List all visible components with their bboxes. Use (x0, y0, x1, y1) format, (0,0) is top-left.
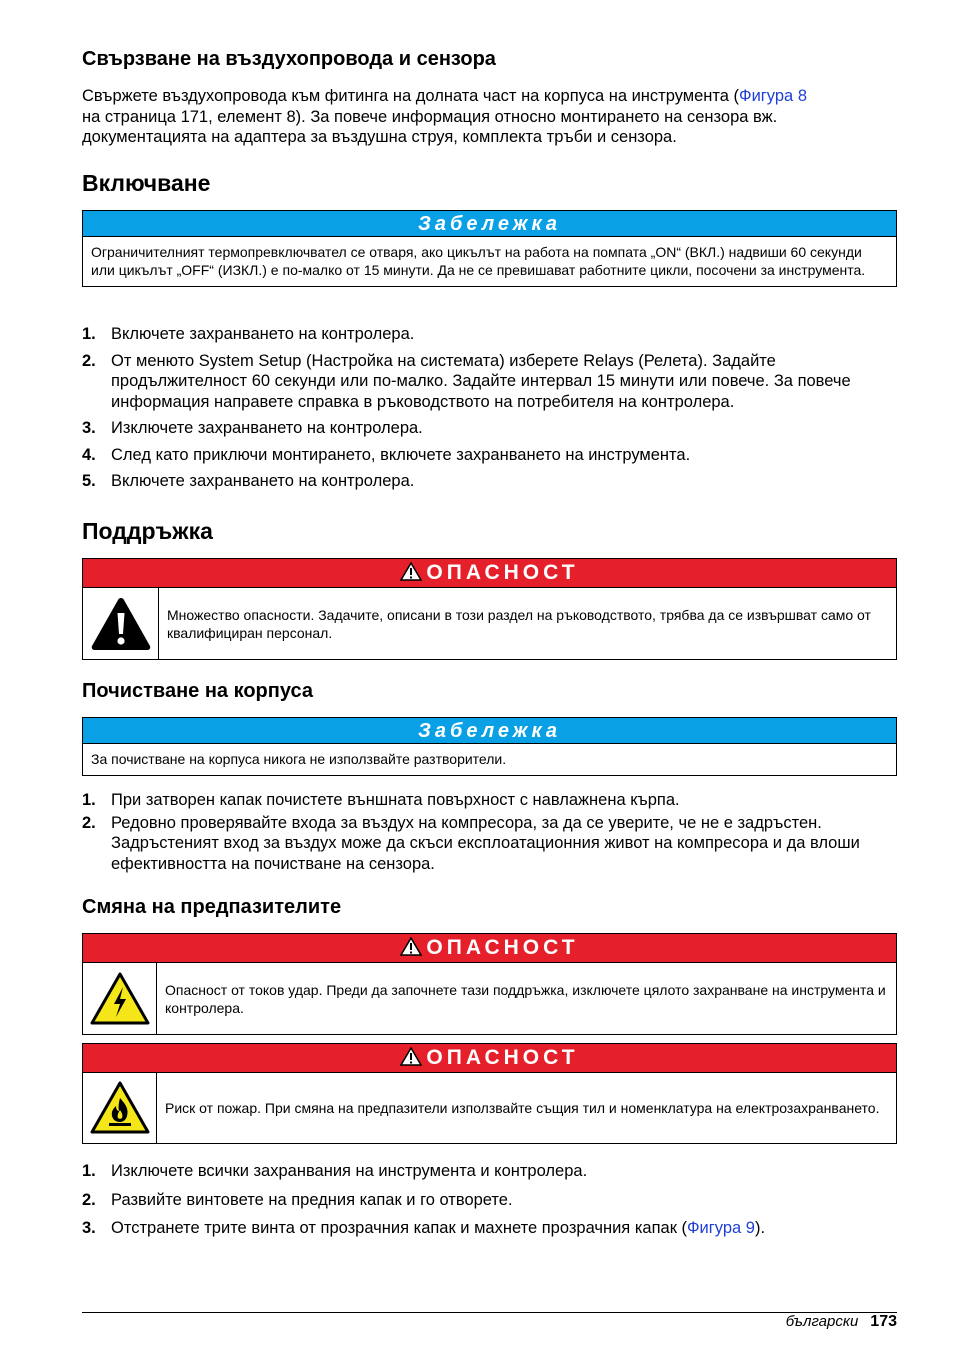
list-item: 4. След като приключи монтирането, включете захранването на инструмента. (82, 445, 691, 464)
page-number: 173 (870, 1313, 897, 1330)
list-item: 1. При затворен капак почистете външната повърхност с навлажнена кърпа. (82, 791, 680, 809)
list-item: 1. Включете захранването на контролера. (82, 325, 415, 343)
heading-clean-enclosure: Почистване на корпуса (82, 680, 313, 702)
page-footer (786, 1312, 897, 1332)
footer-divider (82, 1312, 897, 1313)
notice-box-cleaning (82, 717, 897, 776)
danger-box-maintenance (82, 558, 897, 660)
fire-hazard-icon (89, 1080, 151, 1136)
list-item: 1. Изключете всички захранвания на инструмента и контролера. (82, 1162, 588, 1180)
paragraph-air-line: Свържете въздухопровода към фитинга на долната част на корпуса на инструмента (Фигура 8 на страница 171, елемент 8). За повече информация относно монтирането на сензора вж. документацията на адаптера за въздушна струя, комплекта тръби и сензора. (82, 87, 807, 146)
danger-text: Опасност от токов удар. Преди да започнете тази поддръжка, изключете цялото захранване на инструмента и контролера. (165, 981, 886, 1016)
list-item: 2. Развийте винтовете на предния капак и го отворете. (82, 1190, 513, 1209)
warning-triangle-icon (400, 562, 422, 581)
danger-label: ОПАСНОСТ (426, 936, 579, 959)
danger-box-electrical (82, 933, 897, 1035)
steps-startup (82, 324, 897, 492)
list-item: 3. Отстранете трите винта от прозрачния капак и махнете прозрачния капак (Фигура 9). (82, 1219, 766, 1237)
link-figure-9[interactable]: Фигура 9 (687, 1219, 755, 1237)
list-item: 5. Включете захранването на контролера. (82, 472, 415, 490)
notice-text: За почистване на корпуса никога не използвайте разтворители. (91, 751, 507, 767)
notice-text: Ограничителният термопревключвател се отваря, ако цикълът на работа на помпата „ON“ (ВКЛ.) надвиши 60 секунди или цикълът „OFF“ (ИЗКЛ.) е по-малко от 15 минути. Да не се превишават работните цикли, посочени за инструмента. (91, 244, 866, 278)
list-item: 3. Изключете захранването на контролера. (82, 419, 423, 437)
heading-replace-fuses: Смяна на предпазителите (82, 896, 342, 918)
list-item: 2. От менюто System Setup (Настройка на системата) изберете Relays (Релета). Задайте продължителност 60 секунди или по-малко. Задайте интервал 15 минути или повече. За повече информация направете справка в ръководството на потребителя на контролера. (82, 351, 851, 411)
notice-label: Забележка (83, 718, 896, 744)
danger-box-fire (82, 1043, 897, 1144)
electrical-shock-icon (89, 971, 151, 1027)
danger-label: ОПАСНОСТ (426, 1046, 579, 1069)
notice-label: Забележка (83, 211, 896, 237)
link-figure-8[interactable]: Фигура 8 (739, 87, 807, 105)
danger-text: Множество опасности. Задачите, описани в този раздел на ръководството, трябва да се извършват само от квалифициран персонал. (167, 606, 871, 641)
steps-fuses (82, 1161, 897, 1239)
footer-language: български (785, 1313, 859, 1330)
list-item: 2. Редовно проверявайте входа за въздух на компресора, за да се уверите, че не е задръстен. Задръстеният вход за въздух може да скъси експлоатационния живот на компресора и да влоши ефективността на почистване на сензора. (82, 813, 860, 873)
notice-box-startup (82, 210, 897, 287)
heading-startup: Включване (82, 170, 211, 196)
warning-triangle-icon (400, 1047, 422, 1066)
general-warning-icon (89, 595, 153, 653)
heading-air-line-connection: Свързване на въздухопровода и сензора (82, 48, 496, 70)
danger-label: ОПАСНОСТ (426, 561, 579, 584)
danger-text: Риск от пожар. При смяна на предпазители използвайте същия тил и номенклатура на електрозахранването. (165, 1100, 880, 1116)
heading-maintenance: Поддръжка (82, 518, 213, 544)
steps-cleaning (82, 790, 897, 874)
warning-triangle-icon (400, 937, 422, 956)
